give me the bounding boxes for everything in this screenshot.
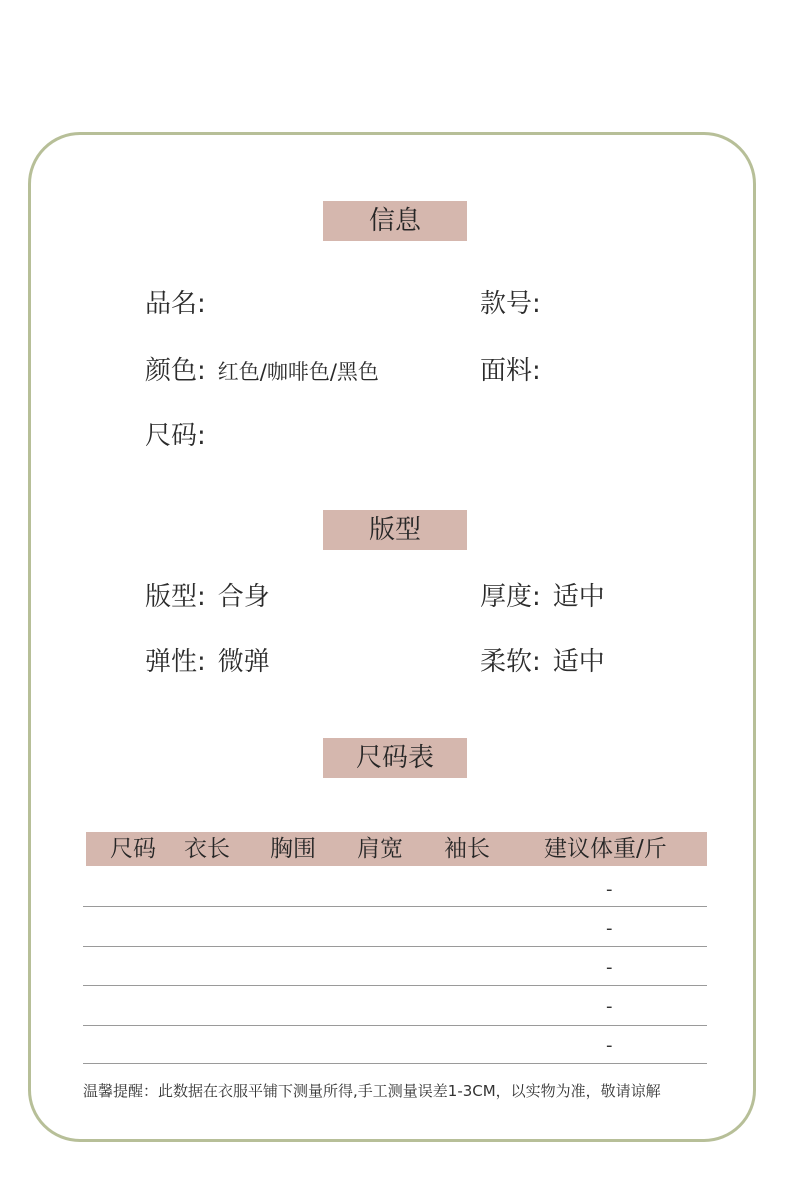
section-title-info: 信息 xyxy=(323,201,467,241)
fit-label: 版型: xyxy=(145,582,206,612)
header-chest: 胸围 xyxy=(270,836,316,862)
softness-field xyxy=(480,644,605,680)
row-divider xyxy=(83,985,707,986)
product-name-label: 品名: xyxy=(145,289,206,319)
header-length: 衣长 xyxy=(184,836,230,862)
header-size: 尺码 xyxy=(110,836,156,862)
size-label: 尺码: xyxy=(145,421,206,451)
spec-card xyxy=(28,132,756,1142)
elasticity-label: 弹性: xyxy=(145,647,206,677)
fabric-field xyxy=(480,353,541,389)
header-sleeve: 袖长 xyxy=(444,836,490,862)
header-shoulder: 肩宽 xyxy=(357,836,403,862)
style-number-field xyxy=(480,286,541,322)
softness-label: 柔软: xyxy=(480,647,541,677)
thickness-label: 厚度: xyxy=(480,582,541,612)
color-value: 红色/咖啡色/黑色 xyxy=(217,360,379,384)
table-cell-weight: - xyxy=(606,957,613,978)
color-label: 颜色: xyxy=(145,356,206,386)
product-name-field xyxy=(145,286,206,322)
row-divider xyxy=(83,1063,707,1064)
measurement-note: 温馨提醒：此数据在衣服平铺下测量所得,手工测量误差1-3CM，以实物为准，敬请谅解 xyxy=(83,1082,661,1100)
table-cell-weight: - xyxy=(606,1035,613,1056)
thickness-value: 适中 xyxy=(552,582,605,612)
fit-field xyxy=(145,579,270,615)
size-field xyxy=(145,418,206,454)
fit-value: 合身 xyxy=(217,582,270,612)
color-field xyxy=(145,353,379,390)
fabric-label: 面料: xyxy=(480,356,541,386)
row-divider xyxy=(83,906,707,907)
row-divider xyxy=(83,1025,707,1026)
style-number-label: 款号: xyxy=(480,289,541,319)
table-cell-weight: - xyxy=(606,879,613,900)
table-cell-weight: - xyxy=(606,918,613,939)
size-table-header xyxy=(86,832,707,866)
section-title-size-chart: 尺码表 xyxy=(323,738,467,778)
header-weight: 建议体重/斤 xyxy=(544,836,667,862)
thickness-field xyxy=(480,579,605,615)
elasticity-value: 微弹 xyxy=(217,647,270,677)
softness-value: 适中 xyxy=(552,647,605,677)
section-title-fit: 版型 xyxy=(323,510,467,550)
elasticity-field xyxy=(145,644,270,680)
row-divider xyxy=(83,946,707,947)
table-cell-weight: - xyxy=(606,996,613,1017)
